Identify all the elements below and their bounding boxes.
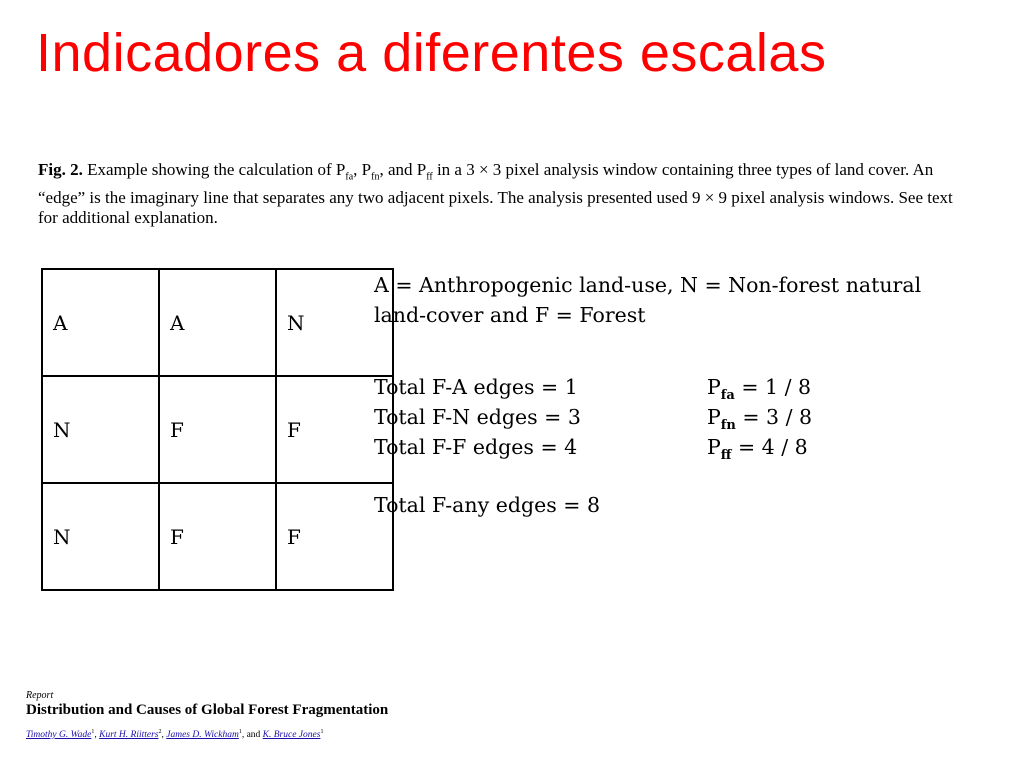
grid-cell: A [159, 269, 276, 376]
caption-text-2: in a 3 × 3 pixel analysis window containing three types of land cover. An “edge” is the imaginary line that separates any two adjacent pixels. The analysis presented used 9 × 9 pixel analysis windows. See text for additional explanation. [38, 160, 953, 228]
grid-cell: F [159, 483, 276, 590]
reference-label: Report [26, 690, 54, 701]
grid-cell: A [42, 269, 159, 376]
figure-caption [38, 160, 968, 229]
author-link[interactable]: K. Bruce Jones [262, 730, 321, 741]
author-affiliation: 1 [320, 729, 324, 735]
caption-sub-fn: fn [371, 171, 380, 183]
caption-sep-1: , P [353, 160, 372, 179]
caption-text-1: Example showing the calculation of P [82, 160, 346, 179]
proportion-value: = 4 / 8 [731, 435, 808, 459]
figure-label: Fig. 2. [38, 160, 83, 179]
edge-count-total: Total F-any edges = 8 [374, 493, 600, 517]
proportion-symbol: P [707, 405, 721, 429]
author-separator: , and [241, 730, 263, 741]
proportion-ff [707, 435, 808, 463]
edge-count-ff: Total F-F edges = 4 [374, 435, 578, 459]
grid-cell: F [276, 376, 393, 483]
edge-count-fn: Total F-N edges = 3 [374, 405, 581, 429]
grid-cell: F [159, 376, 276, 483]
proportion-value: = 1 / 8 [734, 375, 812, 399]
caption-sep-2: , and P [379, 160, 427, 179]
caption-sub-ff: ff [426, 171, 433, 183]
grid-row [42, 376, 393, 483]
author-affiliation: 1 [238, 729, 242, 735]
slide-title: Indicadores a diferentes escalas [36, 23, 827, 83]
author-separator: , [161, 730, 167, 741]
proportion-fn [707, 405, 812, 433]
proportion-fa [707, 375, 811, 403]
author-affiliation: 1 [91, 729, 95, 735]
grid-cell: N [276, 269, 393, 376]
grid-row [42, 269, 393, 376]
proportion-symbol: P [707, 435, 721, 459]
proportion-subscript: fa [720, 388, 735, 404]
grid-row [42, 483, 393, 590]
reference-title: Distribution and Causes of Global Forest Fragmentation [26, 702, 389, 718]
grid-cell: N [42, 483, 159, 590]
author-link[interactable]: Timothy G. Wade [26, 730, 92, 741]
pixel-analysis-grid [41, 268, 394, 591]
author-affiliation: 2 [158, 729, 162, 735]
land-cover-legend: A = Anthropogenic land-use, N = Non-forest natural land-cover and F = Forest [374, 273, 922, 327]
grid-cell: F [276, 483, 393, 590]
edge-count-fa: Total F-A edges = 1 [374, 375, 578, 399]
author-separator: , [94, 730, 100, 741]
reference-authors [26, 729, 323, 740]
caption-sub-fa: fa [345, 171, 354, 183]
proportion-symbol: P [707, 375, 721, 399]
proportion-subscript: ff [720, 448, 732, 464]
proportion-value: = 3 / 8 [735, 405, 813, 429]
author-link[interactable]: James D. Wickham [166, 730, 239, 741]
grid-cell: N [42, 376, 159, 483]
proportion-subscript: fn [720, 418, 736, 434]
author-link[interactable]: Kurt H. Riitters [99, 730, 159, 741]
